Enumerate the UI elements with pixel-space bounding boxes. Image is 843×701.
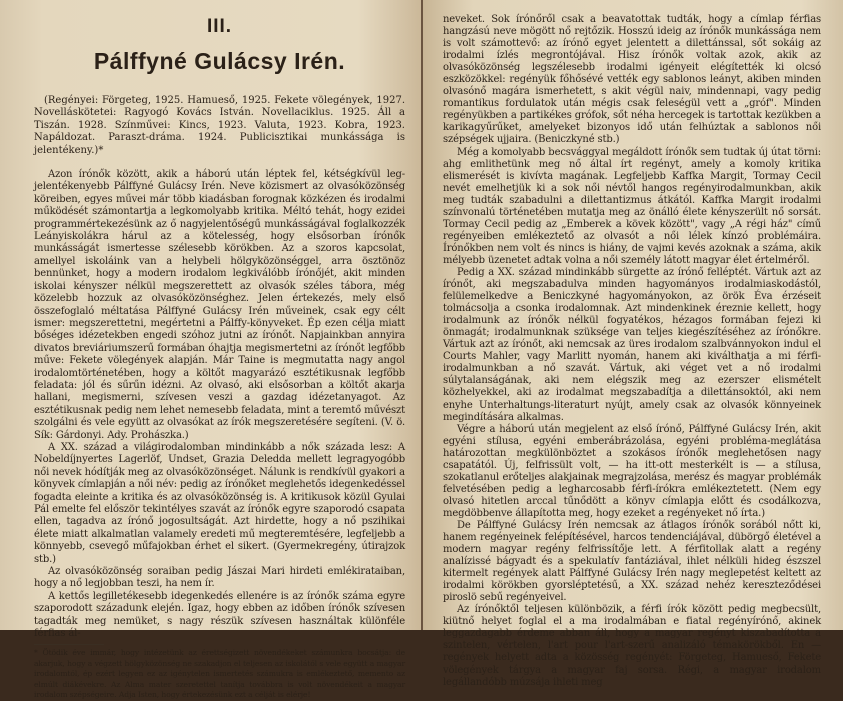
bibliography-note: (Regényei: Förgeteg, 1925. Hamueső, 1925. Fekete völegények, 1927. Novelláskötetei: Ragyogó Kovács István. Novellaciklus. 1925. Áll a Tiszán. 1928. Színművei: Kincs, 1923. Valuta, 1923. Kobra, 1923. Napáldozat. Paraszt-dráma. 1924. Publicisztikai munkássága is jelentékeny.)* xyxy=(34,95,405,156)
body-paragraph: Az olvasóközönség soraiban pedig Jászai Mari hirdeti emlékirataiban, hogy a nő legjobban teszi, ha nem ír. xyxy=(34,566,405,590)
footnote-divider xyxy=(34,644,104,645)
body-paragraph: neveket. Sok írónőről csak a beavatottak tudták, hogy a címlap férfias hangzású neve mögött nő rejtőzik. Hosszú ideig az írónők munkássága nem is volt számottevő: az írónő egyet jelentett a dilettánssal, sőt sokáig az irodalmi ízlés megrontójával. Hisz írónők voltak azok, akik az olvasóközönség legszélesebb irodalmi igényeit elégítették ki olcsó eszközökkel: regényük főhősévé vették egy sablonos leányt, akiben minden olvasónő magára ismerhetett, s akit végül naiv, mindennapi, vagy pedig romantikus fordulatok után mégis csak feleségül vett a „gróf". Minden regényükben a partikékes grófok, sőt néha hercegek is tartottak kezükben a karikagyűrűket, amelyeket bizonyos idő után felhúztak a sablonos női szépségek ujjaira. (Beniczkyné stb.) xyxy=(443,14,821,146)
body-paragraph: De Pálffyné Gulácsy Irén nemcsak az átlagos írónők sorából nőtt ki, hanem regényeinek felépítésével, harcos tendenciájával, dübörgő életével a modern magyar regény felfrissítője lett. A férfitollak alatt a regény analízissé bágyadt és a spekulatív fantáziával, ihlet nélküli hideg észszel kitermelt regények alatt Pálffyné Gulácsy Irén nagy meglepetést keltett az irodalmi körökben gyorsléptetésű, a XX. század nehéz kereszteződései piroslö sebű regényeivel. xyxy=(443,519,821,604)
body-paragraph: Végre a háború után megjelent az első írónő, Pálffyné Gulácsy Irén, akit egyéni stílusa, egyéni emberábrázolása, egyéni probléma-meglátása határozottan megkülönböztet a szokásos írónők meglehetősen nagy csapatától. Új, felfrissült volt, — ha itt-ott mesterkélt is — a stílusa, szokatlanul erőteljes alakjainak megrajzolása, merész és magyar problémák felvetésében pedig a legharcosabb férfi-írókra emlékeztetett. (Nem egy olvasó hitetlen arccal tűnődött a könyv címlapja előtt és csodálkozva, megdöbbenve állapította meg, hogy ezeket a regényeket nő írta.) xyxy=(443,423,821,519)
body-paragraph: Azon írónők között, akik a háború után léptek fel, kétségkívül leg-jelentékenyebb Pálffyné Gulácsy Irén. Neve közismert az olvasóközönség köreiben, egyes művei már több kiadásban forognak közkézen és irodalmi működését számontartja a legkomolyabb kritika. Méltó tehát, hogy ezidei programmértekezésünk az ő nagyjelentőségű munkásságával foglalkozzék Leányiskolákra hárul az a kötelesség, hogy elsősorban írónők munkásságát ismertesse szélesebb körökben. Az a szoros kapcsolat, amellyel iskoláink van a helybeli hölgyközönséggel, arra ösztönöz bennünket, hogy a modern irodalom legkiválóbb írónőjét, akit minden iskolai kényszer nélkül megszerettett az olvasók széles tábora, még közelebb hozzuk az olvasóközönséghez. Jelen értekezés, mely első összefoglaló méltatása Pálffyné Gulácsy Irén műveinek, csak egy célt ismer: megszerettetni, megértetni a Pálffy-könyveket. Ép ezen célja miatt bőséges idézetekben engedi szóhoz jutni az írónőt. Napjainkban annyira divatos breviáriumszerű formában óhajtja megismertetni az írónőt legfőbb műve: Fekete völegények alapján. Már Taine is megmutatta nagy angol irodalomtörténetében, hogy a költőt magyarázó esztétikusnak legfőbb feladata: jól és sűrűn idézni. Az olvasó, aki elsősorban a költőt akarja hallani, megismerni, szívesen veszi a gazdag idézetanyagot. Az esztétikusnak pedig nem lehet nemesebb feladata, mint a teremtő művészt szolgálni és vele együtt az olvasókat az írók megszeretésére segíteni. (V. ö. Sík: Gárdonyi. Ady. Prohászka.) xyxy=(34,169,405,441)
chapter-number: III. xyxy=(206,16,233,37)
body-paragraph: Pedig a XX. század mindinkább sürgette az írónő felléptét. Vártuk azt az írónőt, aki megszabadulva minden hagyományos irodalmiaskodástól, felülemelkedve a Beniczkyné hagyományokon, az örök Éva érzéseit tolmácsolja a csonka irodalomnak. Azt mindenkinek éreznie kellett, hogy irodalmunk az írónők nélkül fogyatékos, hézagos formában fejezi ki önmagát; irodalmunknak szüksége van teljes kiegészítéséhez az írónőkre. Vártuk azt az írónőt, aki nemcsak az üres irodalom szalbvánnyokon indul el Courts Mahler, vagy Marlitt nyomán, hanem aki kiválthatja a mi férfi-irodalmunkban a nő szavát. Vártuk, aki véget vet a nő irodalmi súlytalanságának, aki nem elégszik meg az ezerszer elismételt közhelyekkel, aki az irodalmat megszabadítja a dilettánsoktól, aki nem enyhe Unterhaltungs-literaturt nyújt, amely csak az olvasók könnyeinek megindítására alkalmas. xyxy=(443,266,821,423)
body-paragraph: Az írónőktől teljesen különbözik, a férfi írók között pedig megbecsült, kiütnő helyet foglal el a ma irodalmában e fiatal regényírónő, akinek leggazdagabb érdeme abban áll, hogy a magyar regényt kiszabadította a szintelen, vértelen, l'art pour l'art-szerű analizáló témakörökből. En — regények helyett adta a közösség regényét: Förgeteg, Hamueső, Fekete völegények tárgya a magyar faj sorsa. Régi, a magyar irodalom legállandóbb múzsája ihleti meg xyxy=(443,604,821,688)
chapter-title: Pálffyné Gulácsy Irén. xyxy=(93,48,346,74)
body-paragraph: Még a komolyabb becsvággyal megáldott írónők sem tudtak új útat törni: ahg emlithetünk meg nő által írt regényt, amely a komoly kritika elismerését is kivívta magának. Legfeljebb Kaffka Margit, Tormay Cecil nevét emelhetjük ki a sok női névtől hangos regényirodalmunkban, akik meg tudták szabadulni a dilettantizmus átkától. Kaffka Margit irodalmi színvonalú történetében mutatja meg az önálló élete kényszerült nő sorsát. Tormay Cecil pedig az „Emberek a kövek között", vagy „A régi ház" című regényeiben emlékeztető az olvasót a női lélek kínzó problémáira. Írónőkben nem volt és nincs is hiány, de vajmi kevés azoknak a száma, akik mélyebb üzenetet adtak volna a női személy látott magyar élet értelméről. xyxy=(443,146,821,266)
left-page xyxy=(0,0,421,700)
body-paragraph: A kettős legilletékesebb idegenkedés ellenére is az írónők száma egyre szaporodott századunk elején. Igaz, hogy ebben az időben írónők szívesen tagadták meg nemüket, s nagy részük szívesen használtak különféle férfias ál- xyxy=(34,590,405,640)
right-page xyxy=(423,0,843,688)
body-paragraph: A XX. század a világirodalomban mindinkább a nők százada lesz: A Nobeldíjnyertes Lagerlöf, Undset, Grazia Deledda mellett legragyogóbb női nevek hódítják meg az olvasóközönséget. Nálunk is rendkívül gyakori a könyvek címlapján a női név: pedig az írónőket meglehetős idegenkedéssel fogadta eleinte a kritika és az olvasóközönség is. A kritikusok közül Gyulai Pál emelte fel először tekintélyes szavát az írónők egyre szaporodó csapata ellen, tagadva az írónő jogosultságát. Azt hirdette, hogy a nő pszihikai élete miatt alkalmatlan valamely eredeti mű megteremtésére, legfeljebb a könnyebb, csevegő műfajokban érhet el sikert. (Gyermekregény, útirajzok stb.) xyxy=(34,441,405,565)
footnote: * Ötödik éve immár, hogy intézetünk az érettségizett növendékeket számunkra bocsátja: de akarjuk, hogy a végzett hölgyközönség ne szakadjon el teljesen az iskolától s vele együtt a magyar irodalomtól, ép ezért legyen ez az igénytelen ismertetés számukra is emlékeztető, memento az elmúlt diákévekre. Az Alma mater szeretettel tanítja továbbra is volt növendékeit a magyar irodalom szépségeire. Adja Isten, hogy értekezésünk ezt a célját is elérje! xyxy=(34,648,405,700)
